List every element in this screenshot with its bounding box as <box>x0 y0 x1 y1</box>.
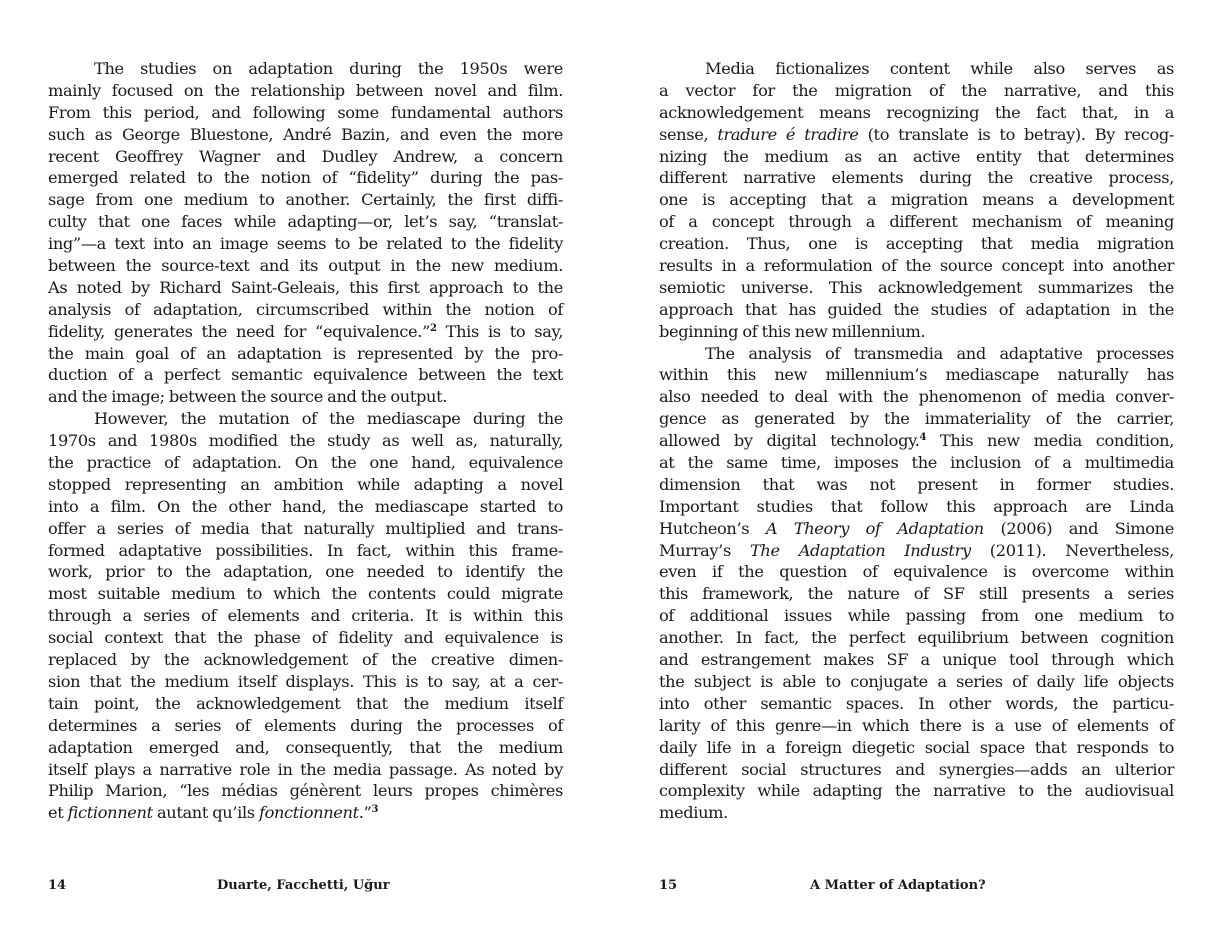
text-line: formed adaptative possibilities. In fact, within this frame- <box>48 540 563 560</box>
text-line: analysis of adaptation, circumscribed within the notion of <box>48 299 563 319</box>
left-page-footer <box>48 878 563 898</box>
text-line: medium. <box>659 803 728 823</box>
left-page-body <box>48 58 563 824</box>
text-run: This is to say, <box>436 321 563 341</box>
text-line: at the same time, imposes the inclusion of a multimedia <box>659 453 1174 473</box>
text-line: the main goal of an adaptation is represented by the pro- <box>48 343 563 363</box>
text-line: of a concept through a different mechanism of meaning <box>659 212 1174 232</box>
text-line: social context that the phase of fidelity and equivalence is <box>48 628 563 648</box>
text-run: et <box>48 803 68 823</box>
text-line: sion that the medium itself displays. This is to say, at a cer- <box>48 671 563 691</box>
text-line: 1970s and 1980s modified the study as well as, naturally, <box>48 431 563 451</box>
text-line: another. In fact, the perfect equilibrium between cognition <box>659 628 1174 648</box>
text-line: the subject is able to conjugate a series of daily life objects <box>659 671 1174 691</box>
text-line: Philip Marion, “les médias génèrent leurs propes chimères <box>48 781 563 801</box>
text-line: semiotic universe. This acknowledgement summarizes the <box>659 277 1174 297</box>
text-run: .” <box>358 803 372 823</box>
text-line: and estrangement makes SF a unique tool through which <box>659 650 1174 670</box>
text-line: this framework, the nature of SF still presents a series <box>659 584 1174 604</box>
text-line: even if the question of equivalence is overcome within <box>659 562 1174 582</box>
text-run: Hutcheon’s <box>659 518 766 538</box>
text-line: through a series of elements and criteria. It is within this <box>48 606 563 626</box>
text-line: larity of this genre—in which there is a use of elements of <box>659 715 1174 735</box>
text-line: recent Geoffrey Wagner and Dudley Andrew, a concern <box>48 146 563 166</box>
book-title: A Theory of Adaptation <box>765 518 984 538</box>
text-line: beginning of this new millennium. <box>659 321 926 341</box>
italic-term: fonctionnent <box>258 803 359 823</box>
running-head-authors: Duarte, Facchetti, Uğur <box>217 878 390 893</box>
text-line: However, the mutation of the mediascape during the <box>94 409 563 429</box>
text-line: within this new millennium’s mediascape naturally has <box>659 365 1174 385</box>
text-line: also needed to deal with the phenomenon of media conver- <box>659 387 1174 407</box>
text-line <box>659 540 1174 562</box>
text-line <box>48 802 563 824</box>
text-line: approach that has guided the studies of adaptation in the <box>659 299 1174 319</box>
text-line: into a film. On the other hand, the mediascape started to <box>48 496 563 516</box>
text-line: replaced by the acknowledgement of the creative dimen- <box>48 650 563 670</box>
text-line: culty that one faces while adapting—or, let’s say, “translat- <box>48 212 563 232</box>
text-line: The studies on adaptation during the 1950s were <box>94 59 563 78</box>
text-run: fidelity, generates the need for “equivalence.” <box>48 321 430 341</box>
text-run: This new media condition, <box>926 431 1175 451</box>
text-line: emerged related to the notion of “fidelity” during the pas- <box>48 168 563 188</box>
text-line <box>659 518 1174 540</box>
text-line: daily life in a foreign diegetic social space that responds to <box>659 737 1174 757</box>
footnote-marker-4[interactable]: 4 <box>919 432 927 444</box>
text-line: acknowledgement means recognizing the fact that, in a <box>659 102 1174 122</box>
text-line: sage from one medium to another. Certainly, the first diffi- <box>48 190 563 210</box>
text-line: As noted by Richard Saint-Geleais, this first approach to the <box>48 277 563 297</box>
text-line: nizing the medium as an active entity that determines <box>659 146 1174 166</box>
text-run: Murray’s <box>659 540 750 560</box>
text-line: most suitable medium to which the contents could migrate <box>48 584 563 604</box>
text-run: allowed by digital technology. <box>659 431 920 451</box>
text-line: such as George Bluestone, André Bazin, and even the more <box>48 124 563 144</box>
text-line: From this period, and following some fundamental authors <box>48 102 563 122</box>
text-line: offer a series of media that naturally multiplied and trans- <box>48 518 563 538</box>
text-line: between the source-text and its output in the new medium. <box>48 256 563 276</box>
text-line <box>659 430 1174 452</box>
text-line: complexity while adapting the narrative to the audiovisual <box>659 781 1174 801</box>
text-run: sense, <box>659 124 718 144</box>
text-line: different narrative elements during the creative process, <box>659 168 1174 188</box>
text-line: mainly focused on the relationship between novel and film. <box>48 80 563 100</box>
text-run: autant qu’ils <box>152 803 259 823</box>
page-number: 15 <box>659 878 678 893</box>
text-line: creation. Thus, one is accepting that media migration <box>659 234 1174 254</box>
text-line: different social structures and synergies—adds an ulterior <box>659 759 1174 779</box>
text-line: The analysis of transmedia and adaptative processes <box>705 343 1174 363</box>
text-line: the practice of adaptation. On the one hand, equivalence <box>48 453 563 473</box>
book-title: The Adaptation Industry <box>749 540 971 560</box>
text-run: (2006) and Simone <box>983 518 1174 538</box>
footnote-marker-2[interactable]: 2 <box>430 322 437 334</box>
text-line: ing”—a text into an image seems to be related to the fidelity <box>48 234 563 254</box>
text-line: duction of a perfect semantic equivalence between the text <box>48 365 563 385</box>
text-line: into other semantic spaces. In other words, the particu- <box>659 693 1174 713</box>
text-line: tain point, the acknowledgement that the medium itself <box>48 693 563 713</box>
footnote-marker-3[interactable]: 3 <box>371 804 379 816</box>
text-line: adaptation emerged and, consequently, that the medium <box>48 737 563 757</box>
text-line: Media fictionalizes content while also serves as <box>705 59 1174 78</box>
text-line <box>659 124 1174 146</box>
text-line: of additional issues while passing from one medium to <box>659 606 1174 626</box>
text-line: itself plays a narrative role in the media passage. As noted by <box>48 759 563 779</box>
text-line: Important studies that follow this approach are Linda <box>659 496 1174 516</box>
page-number: 14 <box>48 878 67 893</box>
text-line: a vector for the migration of the narrative, and this <box>659 80 1174 100</box>
right-page-footer <box>659 878 1174 898</box>
text-line: stopped representing an ambition while adapting a novel <box>48 474 563 494</box>
italic-term: fictionnent <box>67 803 153 823</box>
text-line: work, prior to the adaptation, one needed to identify the <box>48 562 563 582</box>
text-line: and the image; between the source and the output. <box>48 387 448 407</box>
text-line: results in a reformulation of the source concept into another <box>659 256 1174 276</box>
text-run: (to translate is to betray). By recog- <box>858 124 1174 144</box>
text-line <box>48 321 563 343</box>
text-line: dimension that was not present in former studies. <box>659 474 1174 494</box>
text-run: (2011). Nevertheless, <box>970 540 1174 560</box>
running-head-title: A Matter of Adaptation? <box>810 878 986 893</box>
italic-term: tradure é tradire <box>717 124 859 144</box>
text-line: determines a series of elements during the processes of <box>48 715 563 735</box>
text-line: one is accepting that a migration means a development <box>659 190 1174 210</box>
right-page-body <box>659 58 1174 824</box>
text-line: gence as generated by the immateriality of the carrier, <box>659 409 1174 429</box>
